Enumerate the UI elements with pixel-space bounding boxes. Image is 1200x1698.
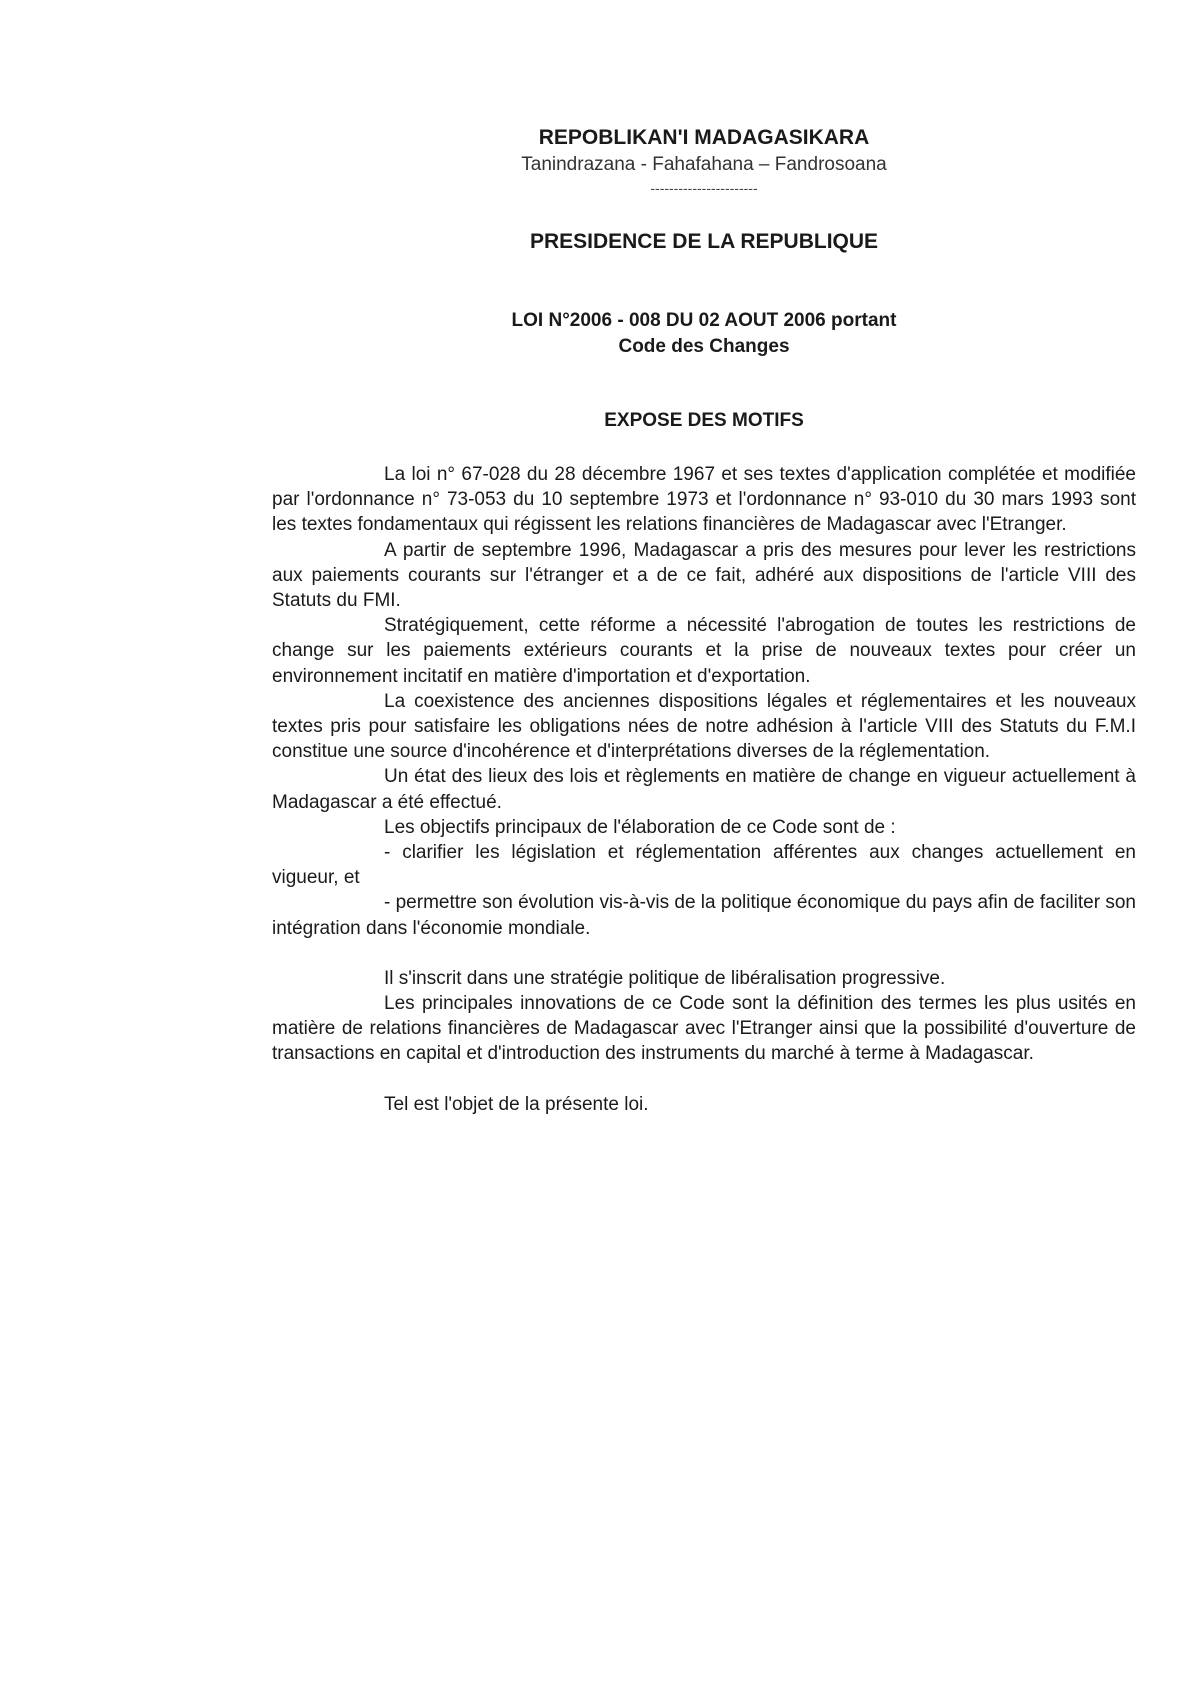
paragraph-legal-basis: La loi n° 67-028 du 28 décembre 1967 et ses textes d'application complétée et modifiée par l'ordonnance n° 73-053 du 10 septembre 1973 et l'ordonnance n° 93-010 du 30 mars 1993 sont les textes fondamentaux qui régissent les relations financières de Madagascar avec l'Etranger.: [272, 464, 1136, 536]
paragraph-objective-evolution: - permettre son évolution vis-à-vis de la politique économique du pays afin de faciliter son intégration dans l'économie mondiale.: [272, 892, 1136, 939]
paragraph-imf-measures: A partir de septembre 1996, Madagascar a pris des mesures pour lever les restrictions aux paiements courants sur l'étranger et a de ce fait, adhéré aux dispositions de l'article VIII des Statuts du FMI.: [272, 539, 1136, 612]
paragraph-innovations: Les principales innovations de ce Code sont la définition des termes les plus usités en matière de relations financières de Madagascar avec l'Etranger ainsi que la possibilité d'ouverture de transactions en capital et d'introduction des instruments du marché à terme à Madagascar.: [272, 993, 1136, 1065]
presidency-heading: PRESIDENCE DE LA REPUBLIQUE: [529, 230, 879, 253]
paragraph-strategy: Il s'inscrit dans une stratégie politique de libéralisation progressive.: [384, 967, 946, 989]
law-title-line-1: LOI N°2006 - 008 DU 02 AOUT 2006 portant: [511, 310, 897, 331]
law-title-line-2: Code des Changes: [618, 336, 790, 357]
paragraph-strategic-reform: Stratégiquement, cette réforme a nécessité l'abrogation de toutes les restrictions de change sur les paiements extérieurs courants et la prise de nouveaux textes pour créer un environnement incitatif en matière d'importation et d'exportation.: [272, 615, 1136, 687]
paragraph-objectives-intro: Les objectifs principaux de l'élaboration de ce Code sont de :: [384, 816, 896, 838]
paragraph-inventory: Un état des lieux des lois et règlements en matière de change en vigueur actuellement à Madagascar a été effectué.: [272, 766, 1136, 813]
national-motto: Tanindrazana - Fahafahana – Fandrosoana: [521, 154, 887, 175]
paragraph-objective-clarify: - clarifier les législation et réglementation afférentes aux changes actuellement en vigueur, et: [272, 842, 1136, 889]
document-body: [272, 462, 1136, 1117]
country-name: REPOBLIKAN'I MADAGASIKARA: [538, 126, 870, 149]
paragraph-coexistence: La coexistence des anciennes dispositions légales et réglementaires et les nouveaux textes pris pour satisfaire les obligations nées de notre adhésion à l'article VIII des Statuts du F.M.I constitue une source d'incohérence et d'interprétations diverses de la réglementation.: [272, 690, 1136, 763]
paragraph-closing: Tel est l'objet de la présente loi.: [384, 1093, 649, 1115]
header-separator: -----------------------: [650, 180, 758, 196]
section-title: EXPOSE DES MOTIFS: [604, 410, 804, 431]
law-title: [272, 308, 1136, 360]
